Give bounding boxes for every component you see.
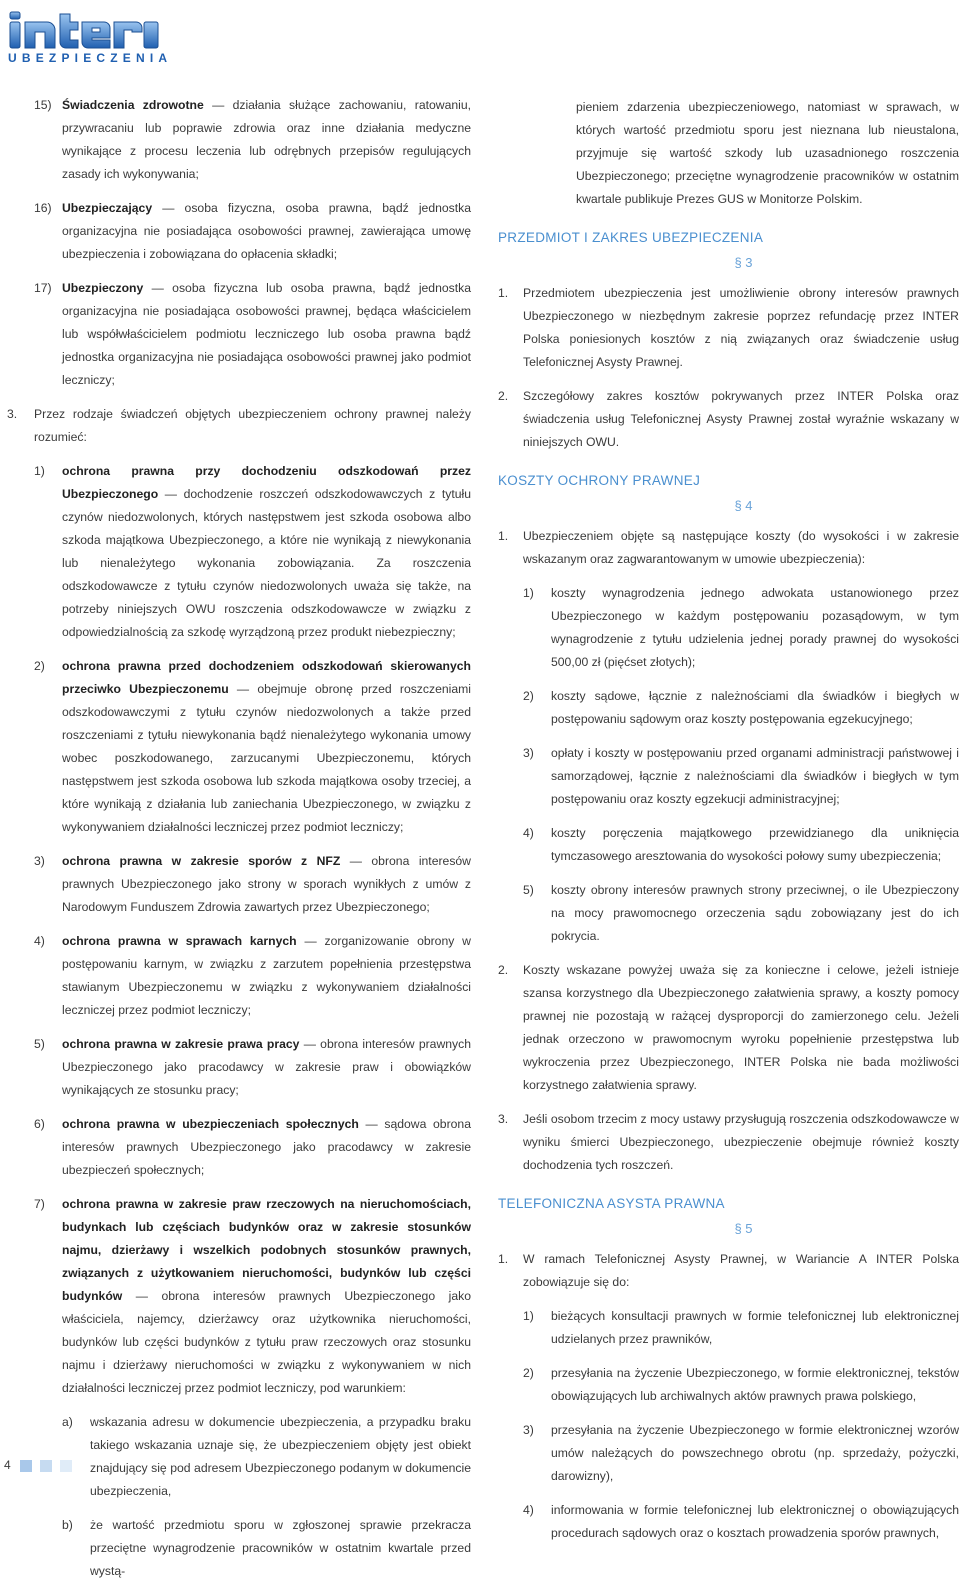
definition-text: — osoba fizyczna, osoba prawna, bądź jednostka organizacyjna nie posiadająca osobowości prawnej, zawierająca umowę ubezpieczenia i zobowiązana do opłacenia składki;: [62, 201, 471, 261]
right-column: [498, 96, 959, 1556]
cost-item-3: [498, 742, 959, 811]
assistance-text: przesyłania na życzenie Ubezpieczonego w formie elektronicznej wzorów umów należących do powszechnego obrotu (np. sprzedaży, pożyczki, darowizny),: [551, 1423, 959, 1483]
benefit-term: ochrona prawna przed dochodzeniem odszkodowań skierowanych przeciwko Ubezpieczonemu: [62, 659, 471, 696]
section-number-4: § 4: [734, 498, 753, 513]
benefit-term: ochrona prawna w zakresie praw rzeczowych na nieruchomościach, budynkach lub częściach budynków oraz w zakresie stosunków najmu, dzierżawy i wszelkich podobnych stosunków prawnych, związanych z użytkowaniem nieruchomości, budynków lub części budynków: [62, 1197, 471, 1303]
benefit-text: — zorganizowanie obrony w postępowaniu karnym, w związku z zarzutem popełnienia przestępstwa stawianym Ubezpieczonemu w związku z wykonywaniem działalności leczniczej przez podmiot leczniczy;: [62, 934, 471, 1017]
item-number: 1): [34, 464, 45, 478]
paragraph-text: Koszty wskazane powyżej uważa się za konieczne i celowe, jeżeli istnieje szansa korzystnego dla Ubezpieczonego załatwienia sprawy, a koszty pomocy prawnej nie pozostają w rażącej dysproporcji do zamierzonego celu. Jeżeli jednak orzeczono w prawomocnym wyroku popełnienie przestępstwa lub wykroczenia przez Ubezpieczonego, INTER Polska nie bada możliwości korzystnego załatwienia sprawy.: [523, 963, 959, 1092]
benefit-term: ochrona prawna w sprawach karnych: [62, 934, 297, 948]
benefit-text: — obrona interesów prawnych Ubezpieczonego jako właściciela, najemcy, dzierżawcy oraz użytkownika nieruchomości, budynków lub części budynków z tytułu praw rzeczowych oraz stosunku najmu i dzierżawy nieruchomości w związku z wykonywaniem w nich działalności leczniczej przez podmiot leczniczy, pod warunkiem:: [62, 1289, 471, 1395]
section3-paragraph-1: [498, 282, 959, 374]
benefit-text: — dochodzenie roszczeń odszkodowawczych z tytułu czynów niedozwolonych, których następstwem jest szkoda osobowa albo szkoda majątkowa Ubezpieczonego, a które nie wynikają z niewykonania lub nienależytego wykonania zobowiązania. Za roszczenia odszkodowawcze z tytułu czynów niedozwolonych uważa się także, na potrzeby niniejszych OWU roszczenia odszkodowawcze w związku z odpowiedzialnością za szkodę wyrządzoną przez produkt niebezpieczny;: [62, 487, 471, 639]
logo-wordmark: [8, 10, 160, 50]
benefit-text: — sądowa obrona interesów prawnych Ubezpieczonego jako pracodawcy w zakresie ubezpieczeń społecznych;: [62, 1117, 471, 1177]
cost-text: koszty obrony interesów prawnych strony przeciwnej, o ile Ubezpieczony na mocy prawomocnego orzeczenia sądu zobowiązany jest do ich pokrycia.: [551, 883, 959, 943]
paragraph-text: Jeśli osobom trzecim z mocy ustawy przysługują roszczenia odszkodowawcze w wyniku śmierci Ubezpieczonego, ubezpieczenie obejmuje również koszty dochodzenia tych roszczeń.: [523, 1112, 959, 1172]
assistance-item-1: [498, 1305, 959, 1351]
logo-subtitle: UBEZPIECZENIA: [8, 51, 173, 65]
definition-16: [34, 197, 471, 266]
item-number: 3.: [7, 407, 18, 421]
benefit-term: ochrona prawna w zakresie sporów z NFZ: [62, 854, 341, 868]
paragraph-text: W ramach Telefonicznej Asysty Prawnej, w Wariancie A INTER Polska zobowiązuje się do:: [523, 1252, 959, 1289]
cost-text: koszty poręczenia majątkowego przewidzianego dla uniknięcia tymczasowego aresztowania do wysokości połowy sumy ubezpieczenia;: [551, 826, 959, 863]
section-title-4: KOSZTY OCHRONY PRAWNEJ: [498, 473, 701, 488]
section3-paragraph-2: [498, 385, 959, 454]
benefit-1: [34, 460, 471, 644]
page-number: 4: [4, 1458, 11, 1472]
item-number: 2): [523, 689, 534, 703]
benefit-term: ochrona prawna w ubezpieczeniach społecznych: [62, 1117, 359, 1131]
condition-text: że wartość przedmiotu sporu w zgłoszonej sprawie przekracza przeciętne wynagrodzenie pracowników w ostatnim kwartale przed wystą-: [90, 1518, 471, 1578]
item-number: 4): [34, 934, 45, 948]
item-number: 4): [523, 826, 534, 840]
benefit-7: [34, 1193, 471, 1400]
decorative-square: [40, 1460, 52, 1472]
section-title-3: PRZEDMIOT I ZAKRES UBEZPIECZENIA: [498, 230, 764, 245]
item-number: 3): [34, 854, 45, 868]
section5-paragraph-1: [498, 1248, 959, 1294]
cost-item-1: [498, 582, 959, 674]
benefit-text: — obrona interesów prawnych Ubezpieczonego jako strony w sporach wynikłych z umów z Narodowym Funduszem Zdrowia zawartych przez Ubezpieczonego;: [62, 854, 471, 914]
definition-text: — osoba fizyczna lub osoba prawna, bądź jednostka organizacyjna nie posiadająca osobowości prawnej, będąca właścicielem lub współwłaścicielem podmiotu leczniczego lub osoba prawna bądź jednostka organizacyjna nie posiadająca osobowości prawnej jako podmiot leczniczy;: [62, 281, 471, 387]
item-number: 1): [523, 1309, 534, 1323]
benefit-text: — obejmuje obronę przed roszczeniami odszkodowawczymi z tytułu czynów niedozwolonych a także przed roszczeniami z tytułu niewykonania bądź nienależytego wykonania umowy wobec poszkodowanego, zarzucanymi Ubezpieczonemu, których następstwem jest szkoda osobowa lub szkoda majątkowa osoby trzeciej, a które wynikają z działania lub zaniechania Ubezpieczonego, w związku z wykonywaniem działalności leczniczej przez podmiot leczniczy;: [62, 682, 471, 834]
item-letter: b): [62, 1518, 73, 1532]
section4-paragraph-1: [498, 525, 959, 571]
definition-text: — działania służące zachowaniu, ratowaniu, przywracaniu lub poprawie zdrowia oraz inne działania medyczne wynikające z procesu leczenia lub odrębnych przepisów regulujących zasady ich wykonywania;: [62, 98, 472, 181]
item-number: 2.: [498, 389, 509, 403]
paragraph-text: Przez rodzaje świadczeń objętych ubezpieczeniem ochrony prawnej należy rozumieć:: [34, 407, 471, 444]
assistance-item-4: [498, 1499, 959, 1545]
cost-item-5: [498, 879, 959, 948]
item-number: 1.: [498, 1252, 509, 1266]
item-number: 3.: [498, 1112, 509, 1126]
item-number: 3): [523, 746, 534, 760]
item-number: 3): [523, 1423, 534, 1437]
item-number: 15): [34, 98, 52, 112]
item-letter: a): [62, 1415, 73, 1429]
decorative-square: [60, 1460, 72, 1472]
definition-17: [34, 277, 471, 392]
assistance-text: przesyłania na życzenie Ubezpieczonego, w formie elektronicznej, tekstów obowiązujących lub archiwalnych aktów prawnych prawa polskiego,: [551, 1366, 959, 1403]
assistance-item-3: [498, 1419, 959, 1488]
item-number: 5): [34, 1037, 45, 1051]
cost-item-4: [498, 822, 959, 868]
section4-paragraph-2: [498, 959, 959, 1097]
assistance-text: informowania w formie telefonicznej lub elektronicznej o obowiązujących procedurach sądowych oraz o kosztach prowadzenia sporów prawnych,: [551, 1503, 959, 1540]
definition-term: Świadczenia zdrowotne: [62, 98, 204, 112]
assistance-text: bieżących konsultacji prawnych w formie telefonicznej lub elektronicznej udzielanych przez prawników,: [551, 1309, 959, 1346]
benefit-text: — obrona interesów prawnych Ubezpieczonego jako pracodawcy w zakresie praw i obowiązków wynikających ze stosunku pracy;: [62, 1037, 471, 1097]
definition-15: [34, 94, 471, 186]
definition-term: Ubezpieczony: [62, 281, 144, 295]
section4-paragraph-3: [498, 1108, 959, 1177]
benefit-2: [34, 655, 471, 839]
paragraph-3: [7, 403, 471, 449]
cost-text: koszty sądowe, łącznie z należnościami dla świadków i biegłych w postępowaniu sądowym oraz koszty postępowania egzekucyjnego;: [551, 689, 959, 726]
item-number: 5): [523, 883, 534, 897]
item-number: 4): [523, 1503, 534, 1517]
benefit-6: [34, 1113, 471, 1182]
item-number: 2): [34, 659, 45, 673]
item-number: 1.: [498, 529, 509, 543]
cost-text: opłaty i koszty w postępowaniu przed organami administracji państwowej i samorządowej, łącznie z należnościami dla świadków i biegłych w tym postępowaniu oraz koszty egzekucji administracyjnej;: [551, 746, 959, 806]
paragraph-text: Szczegółowy zakres kosztów pokrywanych przez INTER Polska oraz świadczenia usług Telefonicznej Asysty Prawnej został wyraźnie wskazany w niniejszych OWU.: [523, 389, 959, 449]
benefit-3: [34, 850, 471, 919]
benefit-term: ochrona prawna w zakresie prawa pracy: [62, 1037, 300, 1051]
condition-b: [62, 1514, 471, 1583]
item-number: 17): [34, 281, 52, 295]
definition-term: Ubezpieczający: [62, 201, 153, 215]
condition-text: wskazania adresu w dokumencie ubezpieczenia, a przypadku braku takiego wskazania uznaje się, że ubezpieczeniem objęty jest obiekt znajdujący się pod adresem Ubezpieczonego podanym w dokumencie ubezpieczenia,: [90, 1415, 471, 1498]
continuation-text: pieniem zdarzenia ubezpieczeniowego, natomiast w sprawach, w których wartość przedmiotu sporu jest nieznana lub nieustalona, przyjmuje się wartość szkody lub uzasadnionego roszczenia Ubezpieczonego; przeciętne wynagrodzenie pracowników w ostatnim kwartale publikuje Prezes GUS w Monitorze Polskim.: [576, 100, 959, 206]
section-number-3: § 3: [734, 255, 753, 270]
benefit-5: [34, 1033, 471, 1102]
benefit-term: ochrona prawna przy dochodzeniu odszkodowań przez Ubezpieczonego: [62, 464, 471, 501]
benefit-4: [34, 930, 471, 1022]
cost-text: koszty wynagrodzenia jednego adwokata ustanowionego przez Ubezpieczonego w każdym postępowaniu pozasądowym, w tym wynagrodzenie z tytułu udzielenia jednej porady prawnej do wysokości 500,00 zł (pięćset złotych);: [551, 586, 959, 669]
item-number: 1): [523, 586, 534, 600]
item-number: 7): [34, 1197, 45, 1211]
section-number-5: § 5: [734, 1221, 753, 1236]
item-number: 1.: [498, 286, 509, 300]
condition-a: [62, 1411, 471, 1503]
decorative-square: [20, 1460, 32, 1472]
left-column: [7, 94, 472, 1594]
cost-item-2: [498, 685, 959, 731]
section-title-5: TELEFONICZNA ASYSTA PRAWNA: [498, 1196, 725, 1211]
item-number: 2.: [498, 963, 509, 977]
item-number: 2): [523, 1366, 534, 1380]
assistance-item-2: [498, 1362, 959, 1408]
item-number: 6): [34, 1117, 45, 1131]
paragraph-text: Przedmiotem ubezpieczenia jest umożliwienie obrony interesów prawnych Ubezpieczonego w niezbędnym zakresie poprzez refundację przez INTER Polska poniesionych kosztów z nią związanych oraz świadczenie usług Telefonicznej Asysty Prawnej.: [523, 286, 959, 369]
item-number: 16): [34, 201, 52, 215]
company-logo: [8, 10, 173, 66]
paragraph-text: Ubezpieczeniem objęte są następujące koszty (do wysokości i w zakresie wskazanym oraz zagwarantowanym w umowie ubezpieczenia):: [523, 529, 959, 566]
